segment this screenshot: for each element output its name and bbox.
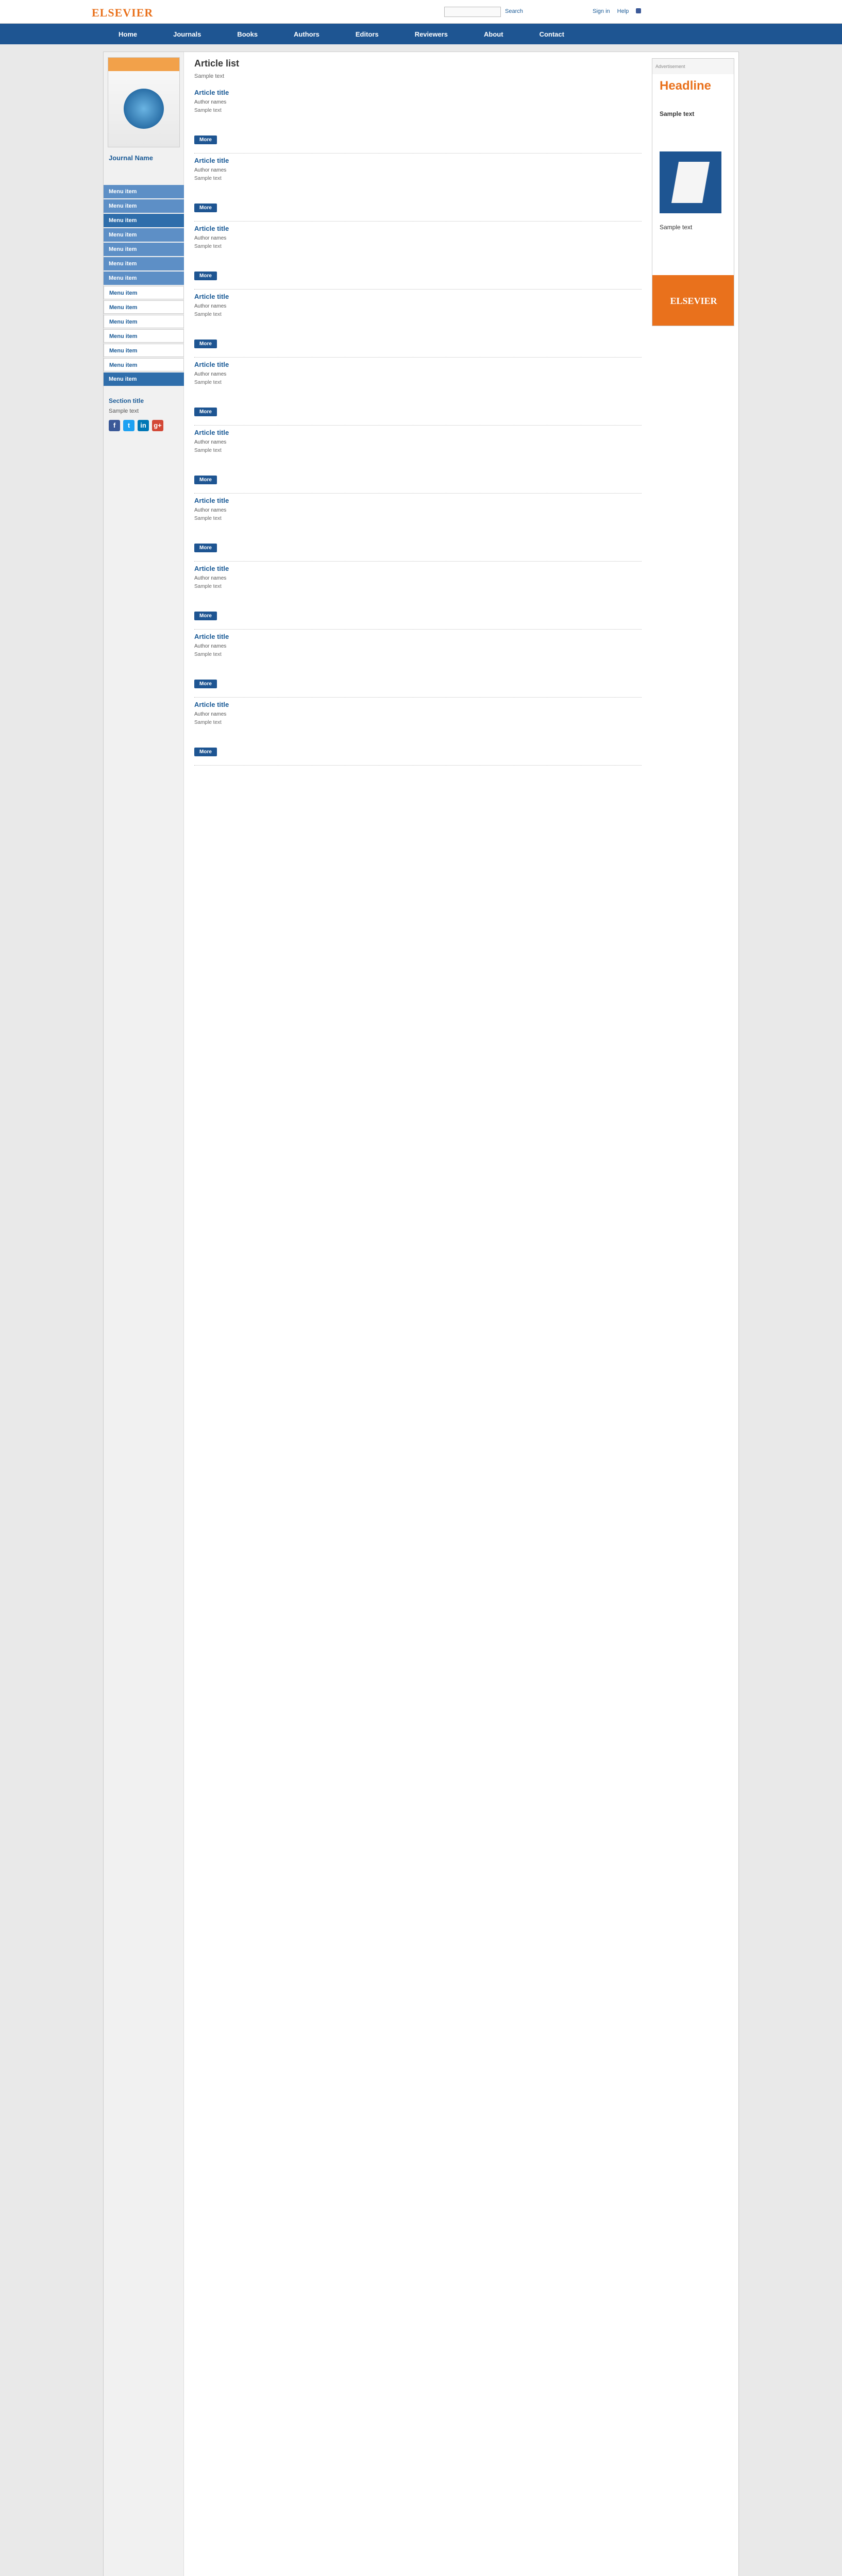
sidebar-item[interactable]: Menu item (104, 358, 184, 371)
article-abstract: Sample text (194, 652, 222, 657)
list-item (194, 426, 642, 494)
sidebar-item[interactable]: Menu item (104, 344, 184, 357)
article-title[interactable]: Article title (194, 89, 229, 96)
nav-item[interactable]: About (484, 30, 503, 38)
article-actions (194, 612, 642, 620)
main-nav (0, 24, 842, 44)
sidebar-item[interactable]: Menu item (104, 185, 184, 198)
article-actions (194, 135, 642, 144)
article-actions (194, 204, 642, 212)
more-button[interactable]: More (194, 748, 217, 756)
sidebar-item[interactable]: Menu item (104, 300, 184, 314)
sidebar (104, 52, 184, 2576)
nav-item[interactable]: Editors (355, 30, 379, 38)
article-actions (194, 680, 642, 688)
article-title[interactable]: Article title (194, 429, 229, 436)
article-title[interactable]: Article title (194, 633, 229, 640)
article-title[interactable]: Article title (194, 157, 229, 164)
top-link-sign-in[interactable]: Sign in (593, 8, 610, 14)
article-abstract: Sample text (194, 448, 222, 453)
article-meta: Author names (194, 643, 227, 649)
article-actions (194, 272, 642, 280)
page-title: Article list (194, 58, 240, 69)
article-meta: Author names (194, 711, 227, 717)
social-icons (109, 420, 181, 431)
article-abstract: Sample text (194, 720, 222, 725)
sidebar-section (109, 397, 181, 431)
list-item (194, 494, 642, 562)
sidebar-item[interactable]: Menu item (104, 257, 184, 270)
article-abstract: Sample text (194, 312, 222, 317)
list-item (194, 290, 642, 358)
article-list (194, 86, 642, 766)
ad-graphic-icon (660, 151, 721, 213)
sidebar-item[interactable]: Menu item (104, 272, 184, 285)
sidebar-item[interactable]: Menu item (104, 243, 184, 256)
top-link-help[interactable]: Help (617, 8, 629, 14)
article-title[interactable]: Article title (194, 293, 229, 300)
nav-item[interactable]: Reviewers (414, 30, 448, 38)
article-title[interactable]: Article title (194, 361, 229, 368)
more-button[interactable]: More (194, 408, 217, 416)
more-button[interactable]: More (194, 476, 217, 484)
sidebar-item[interactable]: Menu item (104, 214, 184, 227)
article-abstract: Sample text (194, 584, 222, 589)
article-title[interactable]: Article title (194, 225, 229, 232)
article-title[interactable]: Article title (194, 565, 229, 572)
sidebar-item[interactable]: Menu item (104, 199, 184, 213)
list-item (194, 562, 642, 630)
article-meta: Author names (194, 167, 227, 173)
ad-logo: ELSEVIER (652, 275, 734, 326)
list-item (194, 630, 642, 698)
page-intro: Sample text (194, 73, 225, 79)
page-container (103, 52, 739, 2576)
sidebar-item[interactable]: Menu item (104, 286, 184, 299)
search-input[interactable] (444, 7, 501, 17)
journal-name[interactable]: Journal Name (109, 154, 153, 162)
elsevier-logo[interactable]: ELSEVIER (92, 6, 154, 19)
article-meta: Author names (194, 439, 227, 445)
advertisement[interactable] (652, 58, 734, 326)
article-abstract: Sample text (194, 176, 222, 181)
nav-items (119, 24, 564, 44)
top-links (593, 8, 641, 14)
social-icon[interactable]: in (138, 420, 149, 431)
more-button[interactable]: More (194, 680, 217, 688)
search-link[interactable]: Search (505, 8, 523, 14)
article-actions (194, 340, 642, 348)
right-column (652, 58, 734, 326)
article-title[interactable]: Article title (194, 497, 229, 504)
list-item (194, 154, 642, 222)
article-abstract: Sample text (194, 244, 222, 249)
sidebar-section-title: Section title (109, 397, 144, 404)
article-actions (194, 748, 642, 756)
ad-label: Advertisement (652, 59, 734, 74)
more-button[interactable]: More (194, 204, 217, 212)
social-icon[interactable]: f (109, 420, 120, 431)
list-item (194, 358, 642, 426)
article-title[interactable]: Article title (194, 701, 229, 708)
sidebar-item[interactable]: Menu item (104, 315, 184, 328)
article-abstract: Sample text (194, 380, 222, 385)
top-bar (0, 0, 842, 24)
sidebar-menu (104, 185, 184, 387)
cover-band (108, 58, 179, 71)
more-button[interactable]: More (194, 340, 217, 348)
article-actions (194, 408, 642, 416)
list-item (194, 86, 642, 154)
nav-item[interactable]: Books (237, 30, 258, 38)
article-meta: Author names (194, 507, 227, 513)
list-item (194, 698, 642, 766)
nav-item[interactable]: Authors (294, 30, 319, 38)
article-meta: Author names (194, 303, 227, 309)
nav-item[interactable]: Contact (539, 30, 564, 38)
article-meta: Author names (194, 371, 227, 377)
more-button[interactable]: More (194, 544, 217, 552)
sidebar-item[interactable]: Menu item (104, 329, 184, 343)
nav-item[interactable]: Home (119, 30, 138, 38)
nav-item[interactable]: Journals (173, 30, 201, 38)
social-icon[interactable]: g+ (152, 420, 163, 431)
article-actions (194, 476, 642, 484)
ad-body: Sample text (660, 110, 695, 117)
more-button[interactable]: More (194, 612, 217, 620)
cover-graphic (124, 89, 164, 129)
social-icon[interactable]: t (123, 420, 134, 431)
main-content (194, 58, 642, 2576)
more-button[interactable]: More (194, 135, 217, 144)
article-abstract: Sample text (194, 108, 222, 113)
more-button[interactable]: More (194, 272, 217, 280)
sidebar-item[interactable]: Menu item (104, 228, 184, 242)
article-abstract: Sample text (194, 516, 222, 521)
article-meta: Author names (194, 99, 227, 105)
article-meta: Author names (194, 575, 227, 581)
sidebar-item[interactable]: Menu item (104, 372, 184, 386)
article-actions (194, 544, 642, 552)
list-item (194, 222, 642, 290)
article-meta: Author names (194, 235, 227, 241)
ad-headline: Headline (660, 79, 712, 93)
sidebar-section-text: Sample text (109, 408, 139, 414)
journal-cover-image[interactable] (108, 57, 180, 147)
share-icon[interactable] (636, 8, 641, 13)
ad-footer-text: Sample text (660, 224, 693, 231)
